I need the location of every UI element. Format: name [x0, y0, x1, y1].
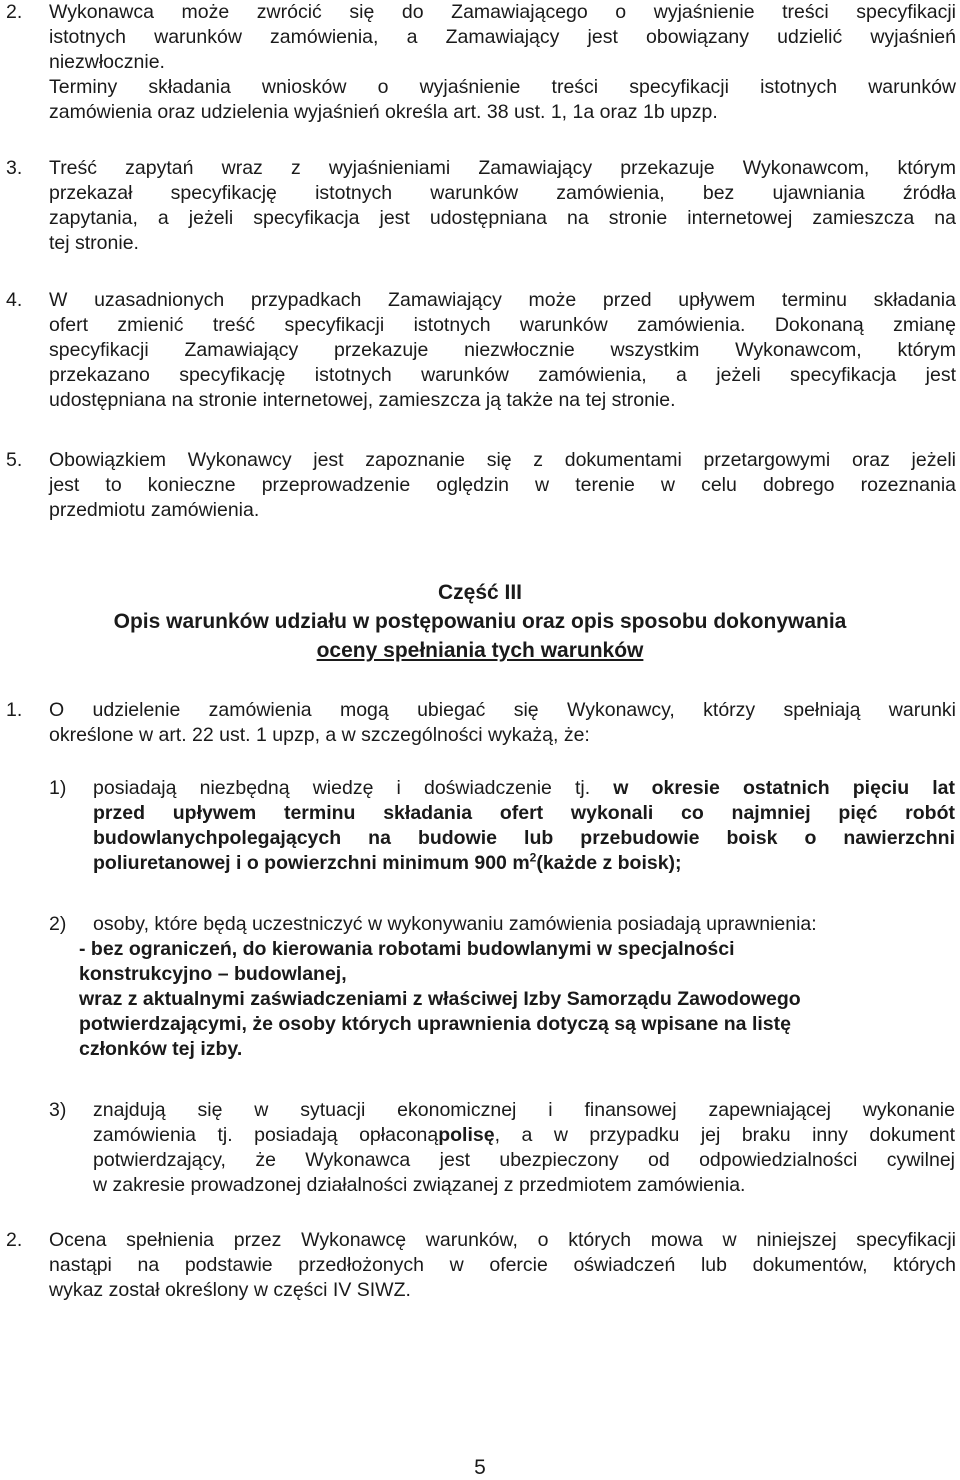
text-line: potwierdzającymi, że osoby których uprawnienia dotyczą są wpisane na listę [79, 1013, 791, 1035]
text-line: niezwłocznie. [49, 51, 165, 73]
text-line: Obowiązkiem Wykonawcy jest zapoznanie się z dokumentami przetargowymi oraz jeżeli [49, 449, 956, 471]
paragraph-number: 3. [6, 157, 23, 179]
text-line: posiadają niezbędną wiedzę i doświadczenie tj. w okresie ostatnich pięciu lat [93, 777, 955, 799]
sub-number: 3) [49, 1099, 67, 1121]
condition-2 [6, 1228, 956, 1303]
text-line: potwierdzający, że Wykonawca jest ubezpieczony od odpowiedzialności cywilnej [93, 1149, 955, 1171]
text-line: znajdują się w sytuacji ekonomicznej i finansowej zapewniającej wykonanie [93, 1099, 955, 1121]
section-title-line-1: Opis warunków udziału w postępowaniu oraz opis sposobu dokonywania [113, 610, 847, 633]
text-line: osoby, które będą uczestniczyć w wykonywaniu zamówienia posiadają uprawnienia: [93, 913, 817, 935]
paragraph-4 [6, 288, 956, 413]
text-line: udostępniana na stronie internetowej, zamieszcza ją także na tej stronie. [49, 389, 676, 411]
text-line: jest to konieczne przeprowadzenie oględzin w terenie w celu dobrego rozeznania [49, 474, 956, 496]
paragraph-number: 2. [6, 1229, 23, 1251]
section-heading [0, 578, 960, 665]
condition-1 [6, 698, 956, 748]
sub-number: 1) [49, 777, 67, 799]
text-line: istotnych warunków zamówienia, a Zamawiający jest obowiązany udzielić wyjaśnień [49, 26, 956, 48]
text-line: Treść zapytań wraz z wyjaśnieniami Zamawiający przekazuje Wykonawcom, którym [49, 157, 956, 179]
text-line: wraz z aktualnymi zaświadczeniami z właściwej Izby Samorządu Zawodowego [79, 988, 801, 1010]
paragraph-2 [6, 0, 956, 125]
sub-number: 2) [49, 913, 67, 935]
text-line: zapytania, a jeżeli specyfikacja jest udostępniana na stronie internetowej zamieszcza na [49, 207, 956, 229]
text-line: przedmiotu zamówienia. [49, 499, 260, 521]
text-line: wykaz został określony w części IV SIWZ. [49, 1279, 411, 1301]
section-part: Część III [437, 581, 523, 604]
text-line: W uzasadnionych przypadkach Zamawiający może przed upływem terminu składania [49, 289, 956, 311]
text-line: Wykonawca może zwrócić się do Zamawiającego o wyjaśnienie treści specyfikacji [49, 1, 956, 23]
paragraph-3 [6, 156, 956, 256]
paragraph-number: 4. [6, 289, 23, 311]
text-line: specyfikacji Zamawiający przekazuje niezwłocznie wszystkim Wykonawcom, którym [49, 339, 956, 361]
text-line: członków tej izby. [79, 1038, 243, 1060]
text-line: konstrukcyjno – budowlanej, [79, 963, 347, 985]
text-line: zamówienia tj. posiadają opłaconąpolisę, a w przypadku jej braku inny dokument [93, 1124, 955, 1146]
text-line: Terminy składania wniosków o wyjaśnienie treści specyfikacji istotnych warunków [49, 76, 956, 98]
text-line: budowlanychpolegających na budowie lub przebudowie boisk o nawierzchni [93, 827, 955, 849]
text-line: - bez ograniczeń, do kierowania robotami budowlanymi w specjalności [79, 938, 735, 960]
text-line: przed upływem terminu składania ofert wykonali co najmniej pięć robót [93, 802, 955, 824]
text-line: poliuretanowej i o powierzchni minimum 900 $m^2(każde$ z boisk); [93, 850, 682, 874]
section-title-line-2: oceny spełniania tych warunków [316, 639, 644, 662]
sub-condition-3 [49, 1098, 955, 1198]
text-line: nastąpi na podstawie przedłożonych w ofercie oświadczeń lub dokumentów, których [49, 1254, 956, 1276]
text-line: w zakresie prowadzonej działalności związanej z przedmiotem zamówienia. [93, 1174, 746, 1196]
paragraph-number: 5. [6, 449, 23, 471]
paragraph-number: 1. [6, 699, 23, 721]
text-line: Ocena spełnienia przez Wykonawcę warunków, o których mowa w niniejszej specyfikacji [49, 1229, 956, 1251]
text-line: zamówienia oraz udzielenia wyjaśnień określa art. 38 ust. 1, 1a oraz 1b upzp. [49, 101, 718, 123]
page-number: 5 [474, 1456, 486, 1479]
text-line: przekazano specyfikację istotnych warunków zamówienia, a jeżeli specyfikacja jest [49, 364, 956, 386]
text-line: przekazał specyfikację istotnych warunków zamówienia, bez ujawniania źródła [49, 182, 956, 204]
paragraph-number: 2. [6, 1, 23, 23]
paragraph-5 [6, 448, 956, 523]
text-line: tej stronie. [49, 232, 139, 254]
text-line: określone w art. 22 ust. 1 upzp, a w szczególności wykażą, że: [49, 724, 590, 746]
text-line: ofert zmienić treść specyfikacji istotnych warunków zamówienia. Dokonaną zmianę [49, 314, 956, 336]
sub-condition-1 [49, 776, 955, 876]
sub-condition-2 [49, 912, 955, 1062]
text-line: O udzielenie zamówienia mogą ubiegać się Wykonawcy, którzy spełniają warunki [49, 699, 956, 721]
